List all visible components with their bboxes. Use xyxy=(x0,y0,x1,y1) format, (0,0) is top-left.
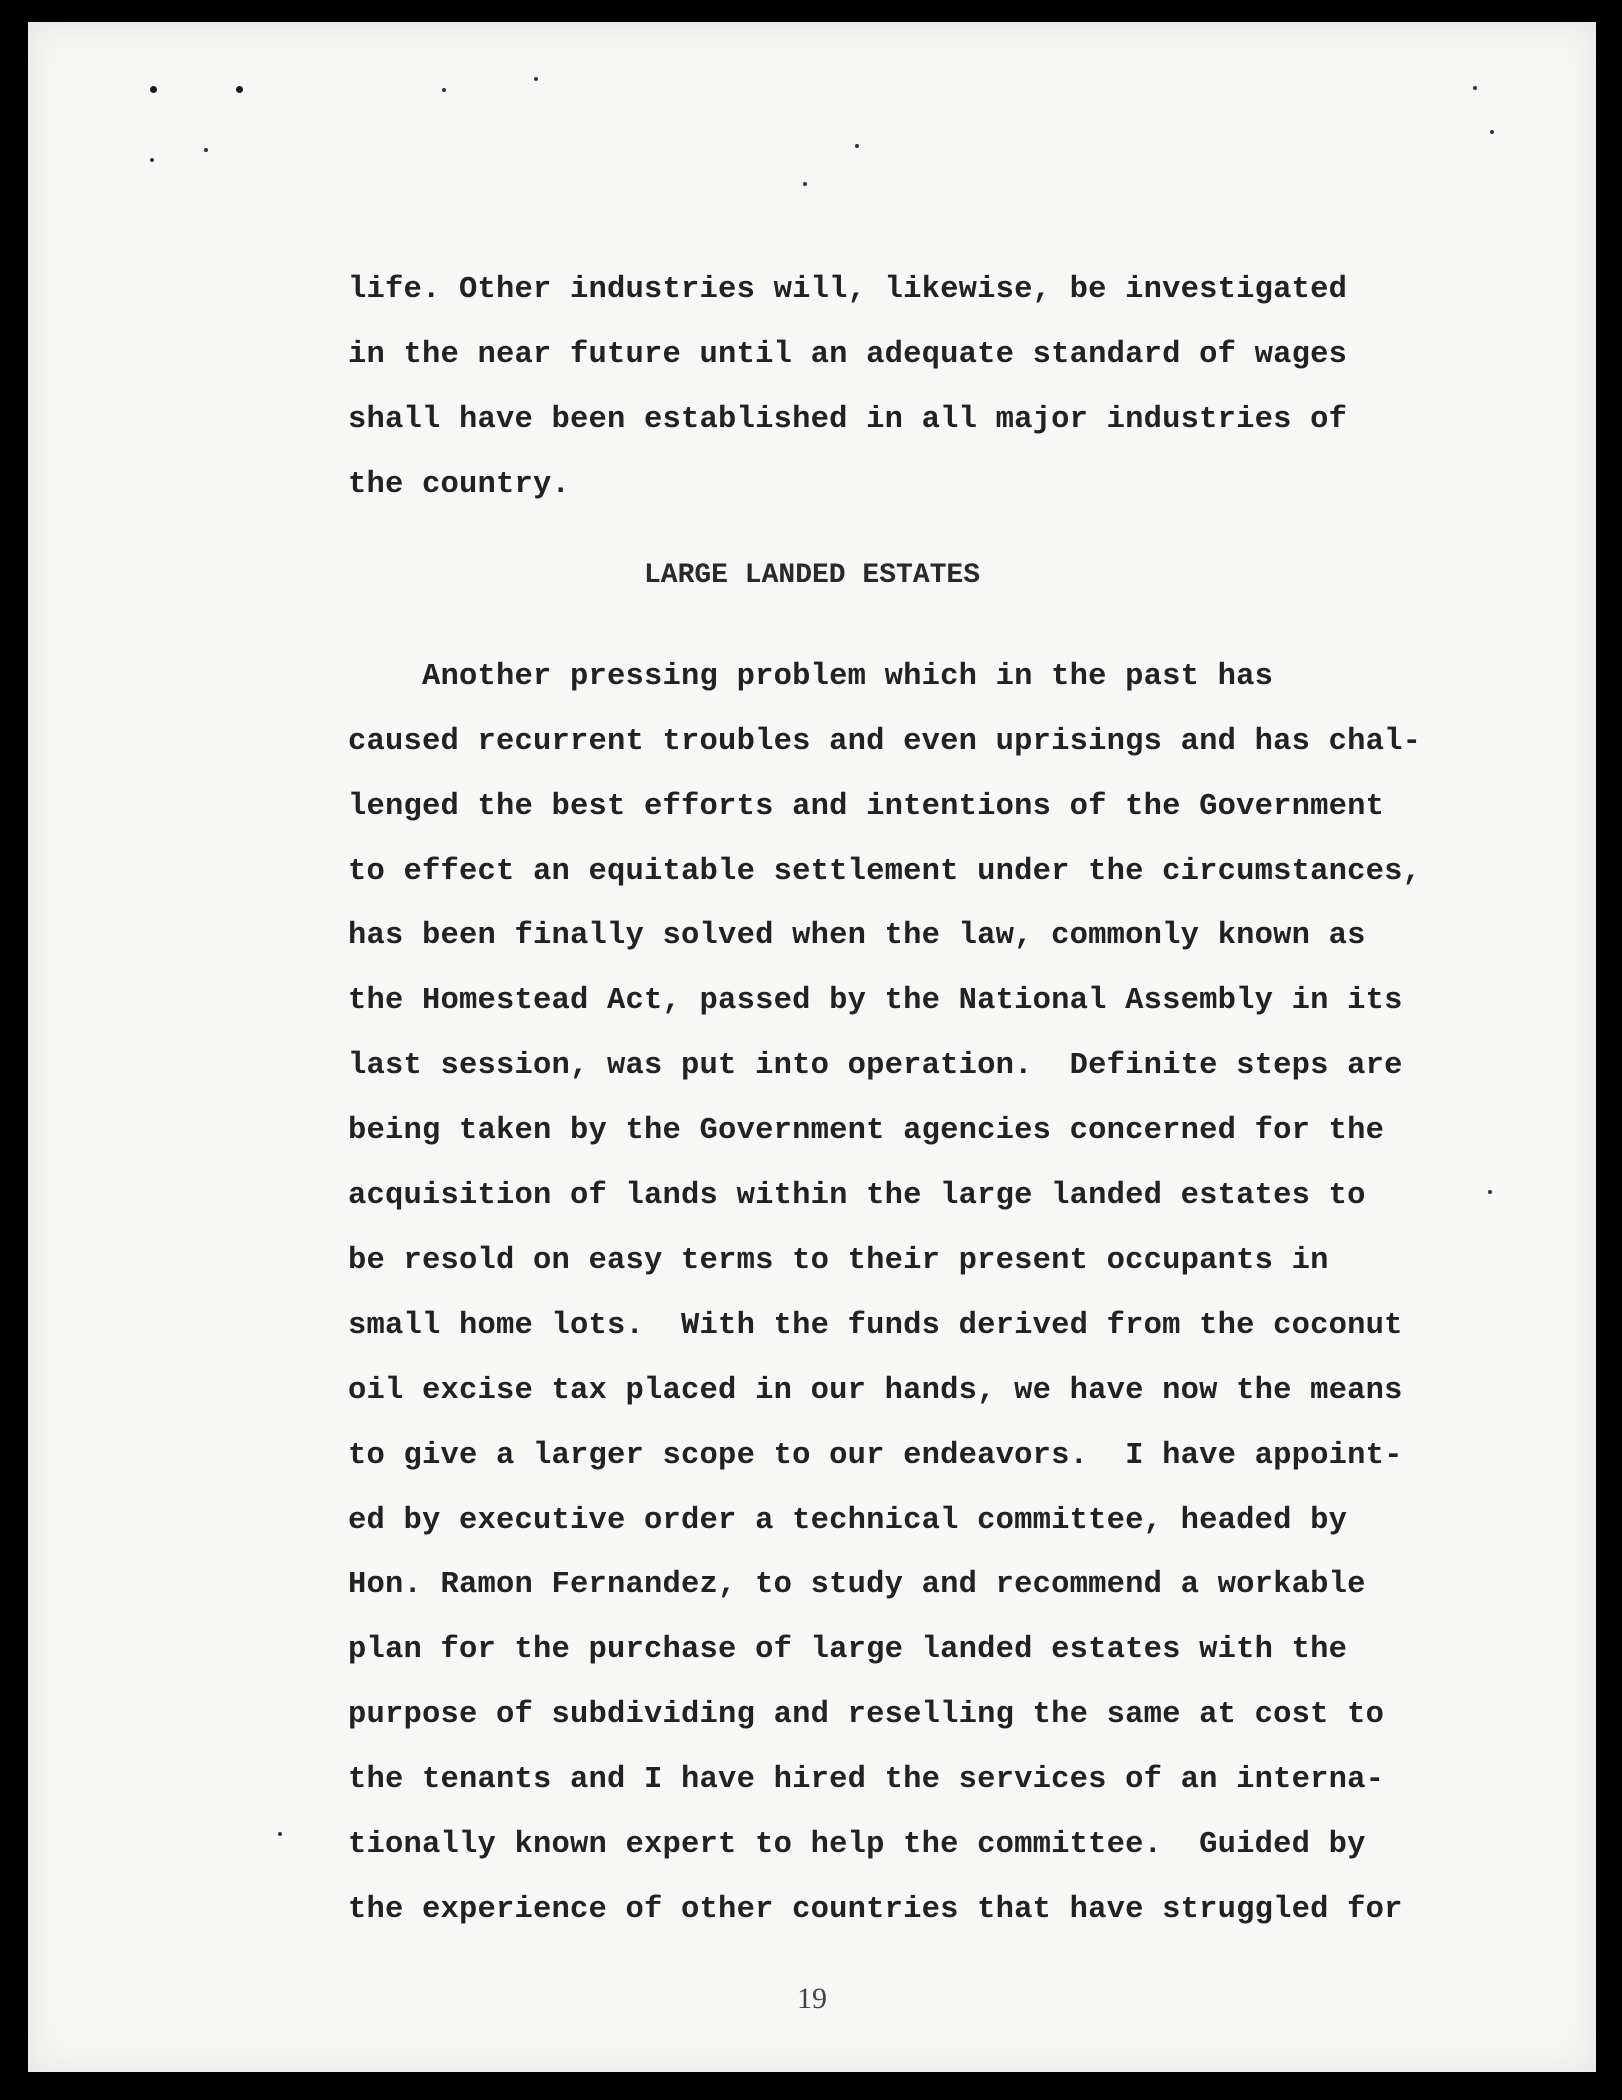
text-line: the Homestead Act, passed by the National Assembly in its xyxy=(348,984,1403,1018)
scan-speck xyxy=(1490,130,1494,134)
text-line: to effect an equitable settlement under the circumstances, xyxy=(348,855,1422,889)
scan-speck xyxy=(204,148,208,152)
text-line: to give a larger scope to our endeavors. I have appoint- xyxy=(348,1439,1403,1473)
text-line: lenged the best efforts and intentions of the Government xyxy=(348,790,1385,824)
text-line: the tenants and I have hired the services of an interna- xyxy=(348,1763,1385,1797)
text-line: life. Other industries will, likewise, be investigated xyxy=(348,273,1348,307)
text-line: caused recurrent troubles and even uprisings and has chal- xyxy=(348,725,1422,759)
text-line: the country. xyxy=(348,468,571,502)
text-line: be resold on easy terms to their present occupants in xyxy=(348,1244,1329,1278)
scan-speck xyxy=(236,86,243,93)
scan-speck xyxy=(1488,1190,1492,1194)
text-line: has been finally solved when the law, commonly known as xyxy=(348,919,1366,953)
scan-speck xyxy=(278,1832,282,1836)
document-page xyxy=(28,22,1596,2072)
scan-speck xyxy=(803,182,807,186)
text-line: plan for the purchase of large landed estates with the xyxy=(348,1633,1348,1667)
text-line: ed by executive order a technical committee, headed by xyxy=(348,1504,1348,1538)
page-number: 19 xyxy=(797,1982,827,2015)
text-line: Hon. Ramon Fernandez, to study and recommend a workable xyxy=(348,1568,1366,1602)
text-line: oil excise tax placed in our hands, we have now the means xyxy=(348,1374,1403,1408)
text-line: small home lots. With the funds derived from the coconut xyxy=(348,1309,1403,1343)
scan-speck xyxy=(534,77,538,81)
scan-speck xyxy=(150,86,157,93)
scan-speck xyxy=(442,88,446,92)
text-line: shall have been established in all major industries of xyxy=(348,403,1348,437)
text-line: last session, was put into operation. Definite steps are xyxy=(348,1049,1403,1083)
text-line: acquisition of lands within the large landed estates to xyxy=(348,1179,1366,1213)
text-line: tionally known expert to help the committee. Guided by xyxy=(348,1828,1366,1862)
text-line: in the near future until an adequate standard of wages xyxy=(348,338,1348,372)
scan-speck xyxy=(150,158,154,162)
section-heading: LARGE LANDED ESTATES xyxy=(643,560,981,591)
text-line: Another pressing problem which in the past has xyxy=(348,660,1274,694)
scan-speck xyxy=(855,144,859,148)
scan-speck xyxy=(1473,86,1477,90)
text-line: purpose of subdividing and reselling the same at cost to xyxy=(348,1698,1385,1732)
text-line: being taken by the Government agencies concerned for the xyxy=(348,1114,1385,1148)
text-line: the experience of other countries that have struggled for xyxy=(348,1893,1403,1927)
